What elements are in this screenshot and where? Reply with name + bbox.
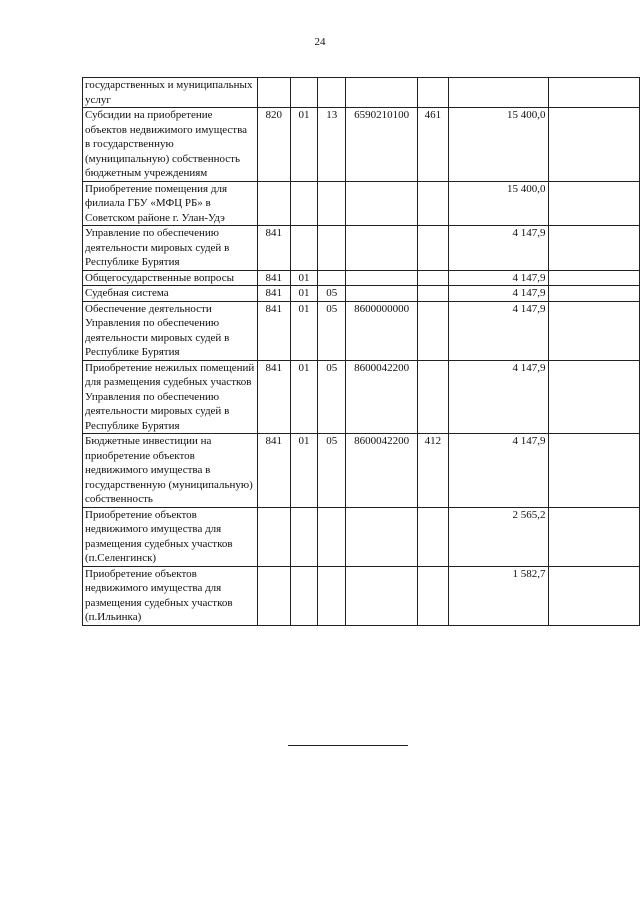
cell-section <box>290 507 318 566</box>
cell-name: государственных и муниципальных услуг <box>83 78 258 108</box>
cell-section <box>290 181 318 226</box>
cell-article <box>346 507 418 566</box>
cell-subsection <box>318 181 346 226</box>
cell-expense-type <box>417 270 448 286</box>
table-row <box>83 301 640 360</box>
cell-subsection: 05 <box>318 286 346 302</box>
cell-subsection: 13 <box>318 108 346 182</box>
cell-expense-type: 461 <box>417 108 448 182</box>
cell-code <box>257 507 290 566</box>
cell-code: 841 <box>257 360 290 434</box>
cell-subsection: 05 <box>318 360 346 434</box>
cell-section <box>290 226 318 271</box>
cell-expense-type <box>417 286 448 302</box>
cell-code: 820 <box>257 108 290 182</box>
cell-article: 8600042200 <box>346 360 418 434</box>
cell-expense-type <box>417 226 448 271</box>
cell-section <box>290 78 318 108</box>
cell-amount <box>448 78 548 108</box>
cell-name: Бюджетные инвестиции на приобретение объектов недвижимого имущества в государственную (муниципальную) собственность <box>83 434 258 508</box>
cell-code <box>257 181 290 226</box>
cell-article <box>346 286 418 302</box>
cell-subsection: 05 <box>318 434 346 508</box>
cell-article <box>346 226 418 271</box>
cell-subsection <box>318 507 346 566</box>
table-body <box>83 78 640 626</box>
cell-expense-type <box>417 301 448 360</box>
cell-name: Приобретение помещения для филиала ГБУ «МФЦ РБ» в Советском районе г. Улан-Удэ <box>83 181 258 226</box>
page-number: 24 <box>314 36 326 48</box>
cell-empty <box>548 270 639 286</box>
cell-code: 841 <box>257 434 290 508</box>
cell-name: Обеспечение деятельности Управления по обеспечению деятельности мировых судей в Республике Бурятия <box>83 301 258 360</box>
cell-empty <box>548 360 639 434</box>
cell-article: 8600042200 <box>346 434 418 508</box>
cell-section: 01 <box>290 270 318 286</box>
cell-section <box>290 566 318 625</box>
cell-amount: 4 147,9 <box>448 301 548 360</box>
table-row <box>83 181 640 226</box>
table-row <box>83 286 640 302</box>
cell-section: 01 <box>290 434 318 508</box>
table-row <box>83 566 640 625</box>
cell-expense-type: 412 <box>417 434 448 508</box>
cell-article <box>346 270 418 286</box>
cell-name: Судебная система <box>83 286 258 302</box>
cell-code: 841 <box>257 286 290 302</box>
cell-amount: 15 400,0 <box>448 181 548 226</box>
cell-name: Управление по обеспечению деятельности мировых судей в Республике Бурятия <box>83 226 258 271</box>
cell-code: 841 <box>257 301 290 360</box>
table-row <box>83 360 640 434</box>
cell-code: 841 <box>257 270 290 286</box>
cell-empty <box>548 286 639 302</box>
cell-amount: 4 147,9 <box>448 226 548 271</box>
cell-amount: 2 565,2 <box>448 507 548 566</box>
cell-name: Общегосударственные вопросы <box>83 270 258 286</box>
cell-name: Приобретение нежилых помещений для размещения судебных участков Управления по обеспечению деятельности мировых судей в Республике Бурятия <box>83 360 258 434</box>
cell-section: 01 <box>290 286 318 302</box>
cell-empty <box>548 434 639 508</box>
cell-section: 01 <box>290 360 318 434</box>
cell-article <box>346 566 418 625</box>
cell-empty <box>548 226 639 271</box>
cell-subsection <box>318 226 346 271</box>
cell-amount: 4 147,9 <box>448 270 548 286</box>
cell-empty <box>548 78 639 108</box>
cell-name: Субсидии на приобретение объектов недвижимого имущества в государственную (муниципальную) собственность бюджетным учреждениям <box>83 108 258 182</box>
cell-subsection <box>318 566 346 625</box>
cell-subsection <box>318 270 346 286</box>
cell-expense-type <box>417 566 448 625</box>
cell-code: 841 <box>257 226 290 271</box>
cell-amount: 15 400,0 <box>448 108 548 182</box>
cell-empty <box>548 108 639 182</box>
table-row <box>83 108 640 182</box>
cell-name: Приобретение объектов недвижимого имущества для размещения судебных участков (п.Ильинка) <box>83 566 258 625</box>
cell-amount: 4 147,9 <box>448 286 548 302</box>
cell-amount: 4 147,9 <box>448 434 548 508</box>
table-row <box>83 507 640 566</box>
table-row <box>83 434 640 508</box>
cell-expense-type <box>417 181 448 226</box>
cell-section: 01 <box>290 108 318 182</box>
cell-code <box>257 78 290 108</box>
table-row <box>83 270 640 286</box>
cell-empty <box>548 181 639 226</box>
cell-empty <box>548 507 639 566</box>
cell-amount: 1 582,7 <box>448 566 548 625</box>
cell-article: 8600000000 <box>346 301 418 360</box>
cell-empty <box>548 566 639 625</box>
cell-article: 6590210100 <box>346 108 418 182</box>
footer-divider <box>288 745 408 746</box>
cell-subsection <box>318 78 346 108</box>
cell-expense-type <box>417 78 448 108</box>
cell-amount: 4 147,9 <box>448 360 548 434</box>
cell-name: Приобретение объектов недвижимого имущества для размещения судебных участков (п.Селенгинск) <box>83 507 258 566</box>
cell-section: 01 <box>290 301 318 360</box>
table-row <box>83 226 640 271</box>
cell-subsection: 05 <box>318 301 346 360</box>
table-row <box>83 78 640 108</box>
budget-table <box>82 77 640 626</box>
cell-empty <box>548 301 639 360</box>
cell-expense-type <box>417 360 448 434</box>
cell-article <box>346 181 418 226</box>
cell-code <box>257 566 290 625</box>
cell-expense-type <box>417 507 448 566</box>
cell-article <box>346 78 418 108</box>
